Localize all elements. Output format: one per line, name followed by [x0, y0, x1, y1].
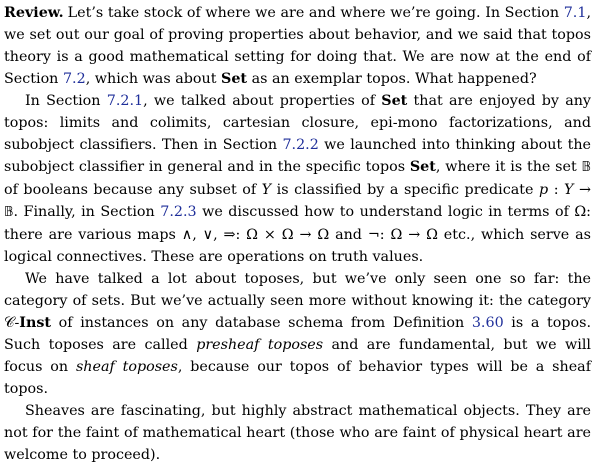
paragraph-review	[4, 2, 591, 90]
text: , because our topos of behavior types will be a sheaf topos.	[4, 359, 591, 397]
text: We have talked a lot about toposes, but we’ve only seen one so far: the category of sets. But we’ve actually seen more without knowing it: the category	[4, 271, 591, 309]
text: we discussed how to understand logic in terms of Ω: there are various maps ∧, ∨, ⇒: Ω × Ω → Ω and ¬: Ω → Ω etc., which serve as logical connectives. These are operations on truth values.	[4, 204, 591, 265]
math-variable: Y	[261, 182, 272, 198]
text: , which was about	[85, 71, 221, 87]
text: is classified by a specific predicate	[271, 182, 539, 198]
paragraph-toposes	[4, 268, 591, 400]
section-link[interactable]: 7.1	[563, 5, 587, 21]
text: , we talked about properties of	[143, 93, 382, 109]
section-link[interactable]: 7.2.1	[106, 93, 144, 109]
text: , we set out our goal of proving properties about behavior, and we said that topos theory is a good mathematical setting for doing that. We are now at the end of Section	[4, 5, 591, 87]
text: that are enjoyed by any topos: limits and colimits, cartesian closure, epi-mono factorizations, and subobject classifiers. Then in Section	[4, 93, 592, 153]
run-in-heading: Review.	[4, 5, 64, 21]
text: as an exemplar topos. What happened?	[247, 71, 537, 87]
text: is a topos. Such toposes are called	[4, 315, 591, 353]
math-symbol: 𝔹	[581, 160, 591, 175]
category-symbol: 𝒞	[4, 315, 15, 331]
italic-term: sheaf toposes	[75, 359, 178, 375]
bold-term: Inst	[19, 315, 52, 331]
math-operator: :	[548, 182, 565, 198]
bold-term: Set	[221, 71, 248, 87]
text: Let’s take stock of where we are and where we’re going. In Section	[67, 5, 564, 21]
text: we launched into thinking about the subobject classifier in general and in the specific topos	[4, 137, 591, 175]
text: and are fundamental, but we will focus on	[4, 337, 591, 375]
italic-term: presheaf toposes	[196, 337, 324, 353]
definition-link[interactable]: 3.60	[471, 315, 504, 331]
math-symbol: 𝔹	[4, 205, 14, 220]
math-variable: p	[539, 182, 549, 198]
text: . Finally, in Section	[13, 204, 161, 220]
section-link[interactable]: 7.2.2	[282, 137, 319, 153]
text: In Section	[25, 93, 107, 109]
section-link[interactable]: 7.2.3	[160, 204, 197, 220]
math-variable: Y	[564, 182, 574, 198]
text: , where it is the set	[435, 159, 582, 175]
text: Sheaves are fascinating, but highly abstract mathematical objects. They are not for the faint of mathematical heart (those who are faint of physical heart are welcome to proceed).	[4, 403, 591, 463]
text: of instances on any database schema from Definition	[51, 315, 472, 331]
text: -	[14, 315, 20, 331]
paragraph-sheaves	[4, 400, 591, 466]
bold-term: Set	[381, 93, 408, 109]
section-link[interactable]: 7.2	[62, 71, 86, 87]
paragraph-sections	[4, 90, 591, 268]
math-operator: →	[573, 182, 592, 198]
text: of booleans because any subset of	[4, 182, 262, 198]
bold-term: Set	[409, 159, 436, 175]
